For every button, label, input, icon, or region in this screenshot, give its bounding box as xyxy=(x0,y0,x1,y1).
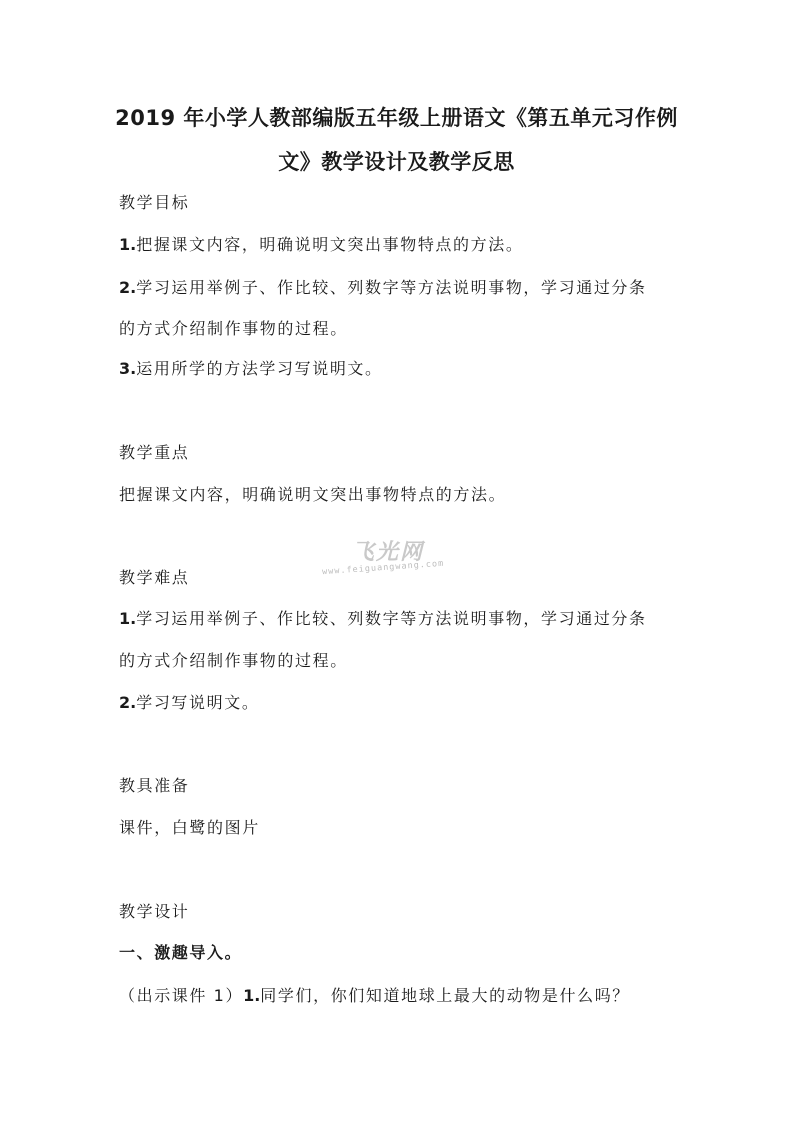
document-title xyxy=(100,96,693,184)
keypoints-heading: 教学重点 xyxy=(119,443,190,462)
difficulty-text-1: 学习运用举例子、作比较、列数字等方法说明事物，学习通过分条 xyxy=(136,609,647,628)
difficulty-item-1-cont xyxy=(119,648,348,671)
watermark-logo: 飞光网 xyxy=(352,540,425,565)
difficulties-heading: 教学难点 xyxy=(119,568,190,587)
title-line-2: 文》教学设计及教学反思 xyxy=(278,150,515,174)
design-heading: 教学设计 xyxy=(119,902,190,921)
design-line-1 xyxy=(119,983,630,1006)
objectives-heading: 教学目标 xyxy=(119,193,190,212)
design-subheading-1: 一、激趣导入。 xyxy=(119,943,243,962)
objective-text-1: 把握课文内容，明确说明文突出事物特点的方法。 xyxy=(136,235,524,254)
objective-text-3: 运用所学的方法学习写说明文。 xyxy=(136,359,383,378)
materials-text: 课件，白鹭的图片 xyxy=(119,818,260,837)
difficulty-item-2 xyxy=(119,690,259,713)
keypoints-text: 把握课文内容，明确说明文突出事物特点的方法。 xyxy=(119,485,507,504)
difficulty-num-2: 2. xyxy=(119,693,137,712)
objective-text-2: 学习运用举例子、作比较、列数字等方法说明事物，学习通过分条 xyxy=(136,278,647,297)
design-line-1-prefix: （出示课件 1） xyxy=(119,986,244,1005)
watermark xyxy=(322,535,462,585)
design-line-1-num: 1. xyxy=(243,986,261,1005)
objective-num-2: 2. xyxy=(119,278,137,297)
difficulty-text-1-cont: 的方式介绍制作事物的过程。 xyxy=(119,651,348,670)
objective-num-1: 1. xyxy=(119,235,137,254)
title-line-1: 2019 年小学人教部编版五年级上册语文《第五单元习作例 xyxy=(115,106,678,130)
difficulty-item-1 xyxy=(119,606,647,629)
objective-item-2 xyxy=(119,275,647,298)
watermark-url: www.feiguangwang.com xyxy=(321,558,445,578)
difficulty-text-2: 学习写说明文。 xyxy=(136,693,260,712)
objective-item-2-cont xyxy=(119,316,348,339)
objective-item-3 xyxy=(119,356,383,379)
objective-item-1 xyxy=(119,232,523,255)
objective-text-2-cont: 的方式介绍制作事物的过程。 xyxy=(119,319,348,338)
materials-heading: 教具准备 xyxy=(119,776,190,795)
objective-num-3: 3. xyxy=(119,359,137,378)
difficulty-num-1: 1. xyxy=(119,609,137,628)
design-line-1-text: 同学们，你们知道地球上最大的动物是什么吗？ xyxy=(260,986,630,1005)
